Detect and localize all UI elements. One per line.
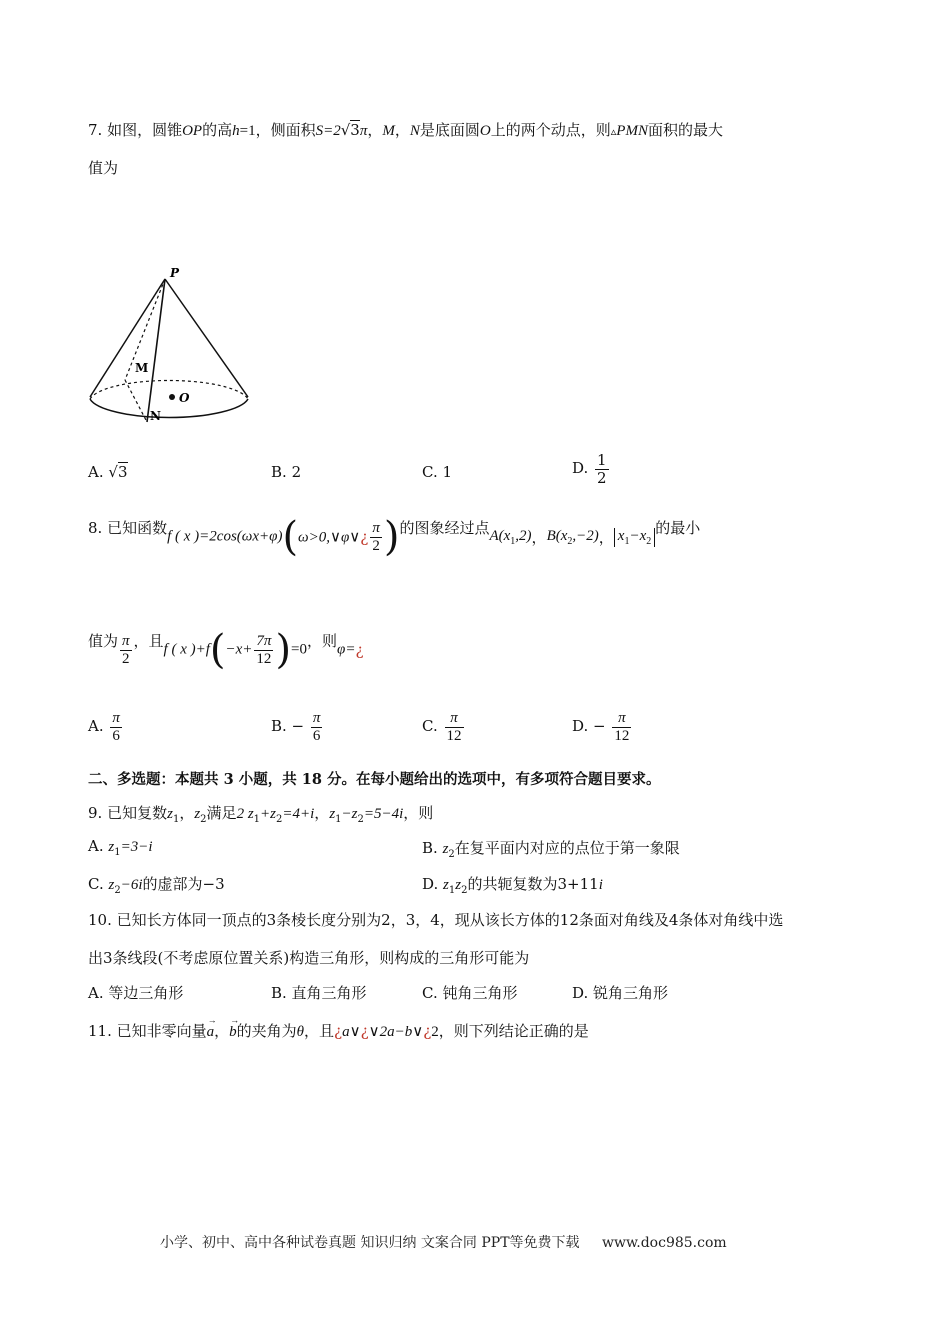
option-label: C.: [422, 717, 438, 735]
cone-pn-line: [147, 279, 165, 422]
q7-sqrt-val: 3: [350, 121, 360, 139]
fraction: [120, 633, 132, 667]
q11-text: 11. 已知非零向量: [88, 1022, 207, 1040]
q7-text: 7. 如图，圆锥: [88, 121, 183, 139]
q8-f2: −x+: [225, 641, 253, 658]
q8-text: ，则: [307, 632, 338, 650]
q8-line2: [88, 627, 364, 673]
option-value: 3: [117, 463, 128, 481]
denominator: 12: [256, 650, 272, 667]
q9-z: z: [167, 806, 173, 822]
q8-glyph: ¿: [355, 641, 364, 659]
q8-option-c: [422, 710, 466, 744]
q8-point-a: [489, 527, 532, 547]
q8-text: 8. 已知函数: [88, 519, 168, 537]
q11-glyph: ¿: [334, 1022, 343, 1040]
sub: 2: [461, 885, 468, 896]
q7-option-d: [572, 452, 611, 486]
q9-z: z: [442, 841, 449, 857]
q8-glyph: ¿: [360, 528, 369, 546]
option-label: D.: [572, 459, 589, 477]
q8-f2: f ( x )+f: [163, 641, 210, 658]
q7-option-a: [88, 463, 128, 481]
sub: 1: [114, 847, 121, 858]
option-label: A.: [88, 837, 104, 855]
sqrt-sign: √: [340, 121, 351, 139]
cone-right-edge: [165, 279, 248, 397]
q8-text: 的最小: [655, 519, 701, 537]
q7-s: S=2: [315, 123, 341, 139]
q10-option-d: D. 锐角三角形: [572, 984, 669, 1002]
cone-label-n: N: [150, 409, 161, 423]
q9-eq: +z: [260, 806, 276, 822]
denominator: 12: [446, 727, 462, 744]
q8-cond: ω>0,∨φ∨: [298, 529, 361, 546]
q9-text: ，则: [403, 804, 434, 822]
q10-line1: 10. 已知长方体同一顶点的3条棱长度分别为2，3，4，现从该长方体的12条面对角线及4条体对角线中选: [88, 911, 784, 929]
section-text: 分。在每小题给出的选项中，有多项符合题目要求。: [327, 771, 661, 788]
q9-text: 满足: [206, 804, 237, 822]
q7-line1: [88, 119, 723, 140]
option-value: 1: [442, 463, 453, 481]
q7-text: ，: [367, 121, 383, 139]
q11-text: ，: [214, 1022, 230, 1040]
denominator: 2: [372, 537, 380, 554]
option-label: A.: [88, 463, 104, 481]
q8-option-a: [88, 710, 124, 744]
sub: 1: [624, 535, 630, 547]
section-text: 小题，共: [238, 771, 297, 788]
q7-h-val: =1: [239, 123, 256, 139]
fraction: [445, 710, 464, 744]
q11-glyph: ¿: [360, 1022, 369, 1040]
q9-option-b: [422, 837, 680, 860]
section-text: 二、多选题：本题共: [88, 771, 219, 788]
q8-text: ，且: [133, 632, 164, 650]
q9-option-c: [88, 873, 225, 896]
option-label: D.: [422, 875, 439, 893]
q11-glyph: ¿: [423, 1022, 432, 1040]
q7-text: 的高: [202, 121, 233, 139]
q9-i: i: [598, 877, 603, 893]
option-text: 的虚部为−3: [142, 875, 225, 893]
q11-text: ，则下列结论正确的是: [438, 1022, 589, 1040]
q11-text: 的夹角为: [236, 1022, 297, 1040]
arrow-icon: →: [230, 1015, 240, 1025]
q11-expr: 2: [431, 1024, 439, 1040]
q8-pt: ,−2): [572, 527, 599, 544]
q7-option-c: [422, 463, 452, 481]
q9-text: 9. 已知复数: [88, 804, 168, 822]
option-label: B.: [271, 463, 287, 481]
q8-f-expr: f ( x )=2cos(ωx+φ): [167, 528, 283, 545]
section-score: 18: [301, 771, 322, 788]
q9-eq: z: [329, 806, 336, 822]
q7-line2: 值为: [88, 159, 119, 177]
q11-expr: a∨: [342, 1024, 361, 1040]
page-footer: [160, 1232, 727, 1252]
q9-option-a: [88, 837, 153, 858]
cone-base-front: [90, 399, 248, 418]
q7-h: h: [232, 123, 240, 139]
q9-z: z: [194, 806, 201, 822]
vector-a: [206, 1015, 217, 1040]
vector-b: [229, 1015, 240, 1040]
q7-op: OP: [182, 123, 203, 139]
q8-text: ，: [598, 528, 614, 547]
fraction: [595, 452, 609, 486]
denominator: 12: [614, 727, 630, 744]
q8-option-d: [572, 710, 633, 744]
sub: 2: [567, 535, 573, 547]
sub: 1: [510, 535, 516, 547]
q9-eq: 2 z: [236, 806, 254, 822]
sub: 1: [253, 814, 261, 825]
q8-text: ，: [531, 528, 547, 547]
q11-expr: ∨2a−b∨: [368, 1024, 424, 1040]
q9-stem: [88, 802, 433, 825]
numerator: π: [445, 710, 464, 728]
paren-close: ): [383, 514, 400, 560]
cone-label-o: O: [179, 391, 190, 405]
fraction: [110, 710, 122, 744]
cone-center-dot: [169, 394, 175, 400]
sub: 2: [448, 849, 455, 860]
numerator: π: [612, 710, 631, 728]
paren-open: (: [209, 627, 226, 673]
q8-line1: [88, 514, 701, 560]
sub: 2: [276, 814, 283, 825]
sub: 2: [357, 814, 364, 825]
arrow-icon: →: [207, 1015, 217, 1025]
option-value: =3−i: [120, 839, 153, 855]
q7-text: ，: [394, 121, 410, 139]
q7-pi: π: [359, 123, 368, 139]
q7-n: N: [409, 123, 420, 139]
q7-m: M: [382, 123, 395, 139]
sub: 1: [448, 885, 456, 896]
cone-label-p: P: [170, 266, 180, 280]
sub: 2: [114, 885, 121, 896]
q9-eq: =4+i: [282, 806, 315, 822]
paren-open: (: [282, 514, 299, 560]
q9-z: z: [108, 877, 115, 893]
option-value: 2: [291, 463, 302, 481]
footer-link[interactable]: www.doc985.com: [601, 1235, 727, 1251]
q9-eq: =5−4i: [363, 806, 404, 822]
q8-option-b: [271, 710, 324, 744]
q7-o: O: [479, 123, 491, 139]
option-label: D. −: [572, 717, 606, 735]
fraction: [311, 710, 323, 744]
q8-x: x: [617, 527, 625, 544]
q7-pmn: PMN: [616, 123, 648, 139]
q8-text: 值为: [88, 632, 119, 650]
cone-figure: [80, 262, 260, 432]
q11-theta: θ: [296, 1024, 305, 1040]
triangle-icon: ▵: [610, 125, 617, 138]
q11-stem: [88, 1015, 589, 1041]
q7-option-b: [271, 463, 301, 481]
q10-option-b: B. 直角三角形: [271, 984, 367, 1002]
numerator: π: [112, 710, 120, 726]
vec-letter: a: [206, 1024, 215, 1040]
section-count: 3: [223, 771, 234, 788]
q9-option-d: [422, 873, 603, 896]
q7-text: 是底面圆: [419, 121, 480, 139]
sqrt-sign: √: [108, 463, 118, 481]
denominator: 2: [597, 468, 607, 487]
paren-close: ): [275, 627, 292, 673]
footer-text: 小学、初中、高中各种试卷真题 知识归纳 文案合同 PPT等免费下载: [160, 1235, 580, 1251]
sub: 2: [200, 814, 207, 825]
numerator: 7π: [256, 633, 272, 649]
denominator: 2: [122, 650, 130, 667]
q7-text: 上的两个动点，则: [490, 121, 611, 139]
numerator: 1: [597, 451, 607, 469]
fraction: [370, 520, 382, 554]
q10-line2: 出3条线段(不考虑原位置关系)构造三角形，则构成的三角形可能为: [88, 949, 530, 967]
q9-text: ，: [314, 804, 330, 822]
q8-f2: =0: [291, 641, 308, 658]
q8-x: −x: [629, 527, 647, 544]
q9-z: z: [455, 877, 462, 893]
q7-text: ，侧面积: [255, 121, 316, 139]
q8-phi: φ=: [337, 641, 356, 658]
q8-text: 的图象经过点: [399, 519, 490, 537]
q8-pt: B(x: [546, 527, 568, 544]
option-label: A.: [88, 717, 104, 735]
q9-z: z: [443, 877, 449, 893]
q10-option-a: A. 等边三角形: [88, 984, 184, 1002]
option-label: C.: [422, 463, 438, 481]
vec-letter: b: [229, 1024, 237, 1040]
q11-text: ，且: [304, 1022, 335, 1040]
option-label: B. −: [271, 717, 305, 735]
option-text: 的共轭复数为3+11: [467, 875, 599, 893]
q9-z: z: [108, 839, 115, 855]
cone-label-m: M: [135, 361, 149, 375]
q10-option-c: C. 钝角三角形: [422, 984, 518, 1002]
sub: 2: [646, 535, 652, 547]
cone-base-back: [90, 380, 248, 399]
sub: 1: [172, 814, 180, 825]
option-label: C.: [88, 875, 104, 893]
numerator: π: [312, 710, 321, 726]
q8-point-b: [546, 527, 599, 547]
section-heading: [88, 768, 661, 789]
denominator: 6: [312, 727, 321, 744]
q9-text: ，: [179, 804, 195, 822]
q7-text: 面积的最大: [647, 121, 723, 139]
denominator: 6: [112, 727, 120, 744]
numerator: π: [372, 520, 380, 536]
option-text: 在复平面内对应的点位于第一象限: [454, 839, 680, 857]
option-expr: −6i: [120, 877, 143, 893]
fraction: [254, 633, 273, 667]
numerator: π: [122, 633, 130, 649]
sub: 1: [335, 814, 342, 825]
q8-abs: [614, 528, 655, 547]
q8-pt: A(x: [489, 527, 511, 544]
q9-eq: −z: [341, 806, 358, 822]
q8-pt: ,2): [515, 527, 532, 544]
cone-left-edge: [90, 279, 165, 397]
option-label: B.: [422, 839, 438, 857]
fraction: [612, 710, 631, 744]
